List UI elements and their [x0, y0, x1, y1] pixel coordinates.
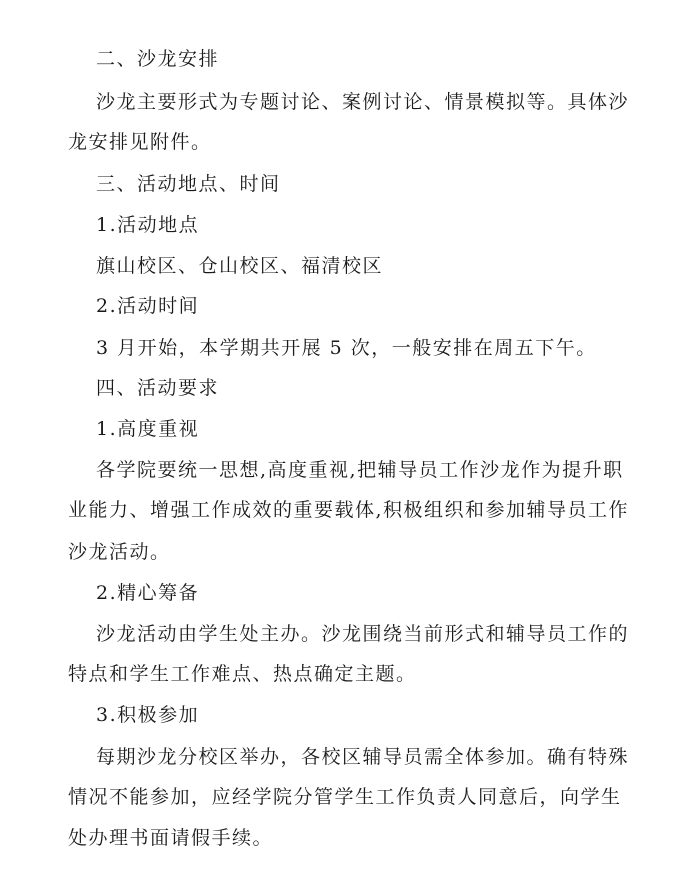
paragraph-line: 3 月开始，本学期共开展 5 次，一般安排在周五下午。 [96, 337, 597, 359]
paragraph-line: 沙龙主要形式为专题讨论、案例讨论、情景模拟等。具体沙 [96, 91, 630, 113]
paragraph-line: 每期沙龙分校区举办，各校区辅导员需全体参加。确有特殊 [96, 746, 630, 768]
paragraph-line: 情况不能参加，应经学院分管学生工作负责人同意后，向学生 [68, 786, 622, 808]
subsection-heading: 1.活动地点 [96, 214, 200, 236]
paragraph-line: 龙安排见附件。 [68, 131, 212, 153]
paragraph-line: 特点和学生工作难点、热点确定主题。 [68, 663, 417, 685]
paragraph-line: 沙龙活动。 [68, 541, 171, 563]
section-heading: 二、沙龙安排 [96, 48, 220, 70]
subsection-heading: 2.精心筹备 [96, 582, 200, 604]
paragraph-line: 各学院要统一思想,高度重视,把辅导员工作沙龙作为提升职 [96, 459, 624, 481]
subsection-heading: 2.活动时间 [96, 295, 200, 317]
section-heading: 三、活动地点、时间 [96, 173, 281, 195]
subsection-heading: 1.高度重视 [96, 418, 200, 440]
paragraph-line: 业能力、增强工作成效的重要载体,积极组织和参加辅导员工作 [68, 499, 630, 521]
paragraph-line: 旗山校区、仓山校区、福清校区 [96, 255, 384, 277]
section-heading: 四、活动要求 [96, 377, 220, 399]
subsection-heading: 3.积极参加 [96, 704, 200, 726]
paragraph-line: 处办理书面请假手续。 [68, 827, 274, 849]
paragraph-line: 沙龙活动由学生处主办。沙龙围绕当前形式和辅导员工作的 [96, 623, 630, 645]
